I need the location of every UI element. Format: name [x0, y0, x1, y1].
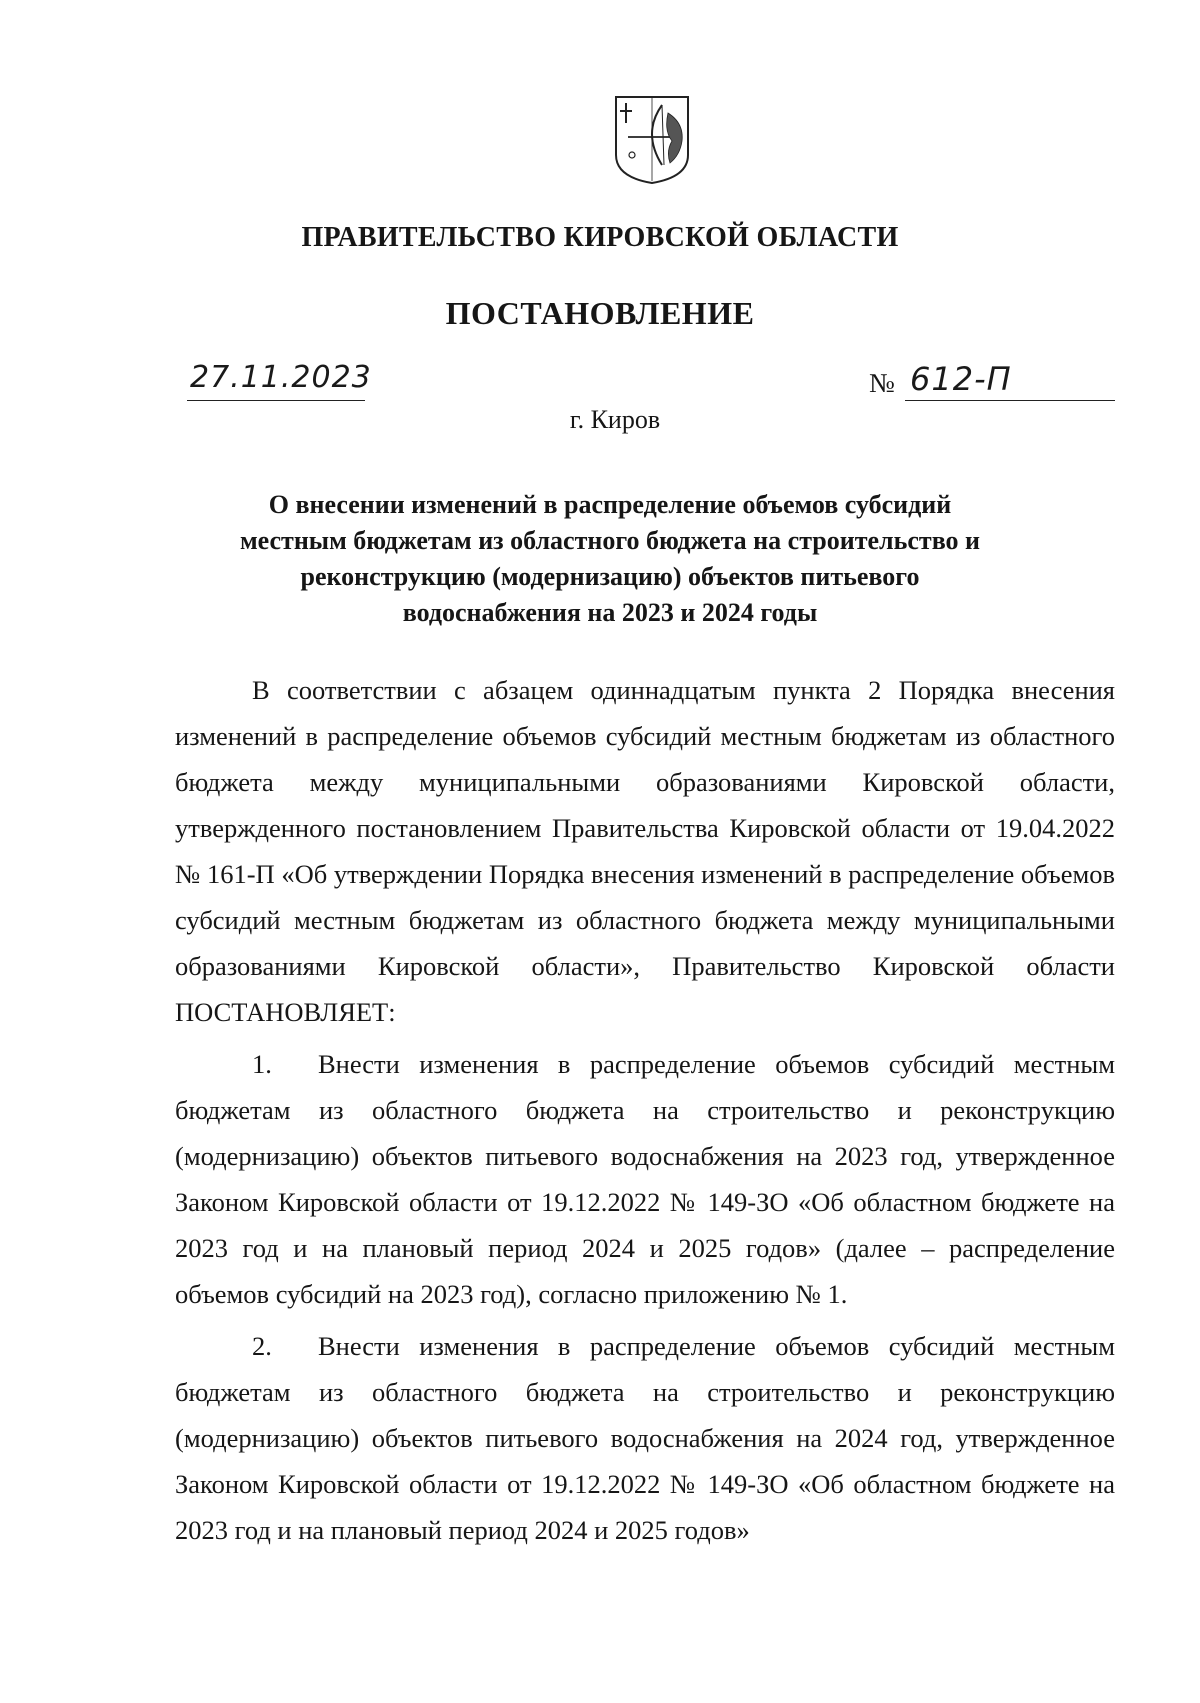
kirov-region-coat-of-arms-icon	[612, 93, 692, 187]
item-number: 1.	[252, 1049, 272, 1079]
document-type-title: ПОСТАНОВЛЕНИЕ	[445, 295, 755, 331]
item-text: Внести изменения в распределение объемов субсидий местным бюджетам из областного бюджета на строительство и реконструкцию (модернизацию) объектов питьевого водоснабжения на 2023 год, утвержденное Законом Кировской области от 19.12.2022 № 149-ЗО «Об областном бюджете на 2023 год и на плановый период 2024 и 2025 годов» (далее – распределение объемов субсидий на 2023 год), согласно приложению № 1.	[175, 1049, 1115, 1309]
document-body	[175, 667, 1115, 1553]
document-date: 27.11.2023	[190, 360, 372, 395]
list-item	[175, 1041, 1115, 1317]
organization-title: ПРАВИТЕЛЬСТВО КИРОВСКОЙ ОБЛАСТИ	[301, 222, 899, 253]
document-city: г. Киров	[569, 405, 661, 434]
document-number: 612-П	[910, 360, 1012, 398]
number-sign: №	[869, 368, 895, 398]
item-text: Внести изменения в распределение объемов субсидий местным бюджетам из областного бюджета на строительство и реконструкцию (модернизацию) объектов питьевого водоснабжения на 2024 год, утвержденное Законом Кировской области от 19.12.2022 № 149-ЗО «Об областном бюджете на 2023 год и на плановый период 2024 и 2025 годов»	[175, 1331, 1115, 1545]
preamble-paragraph: В соответствии с абзацем одиннадцатым пункта 2 Порядка внесения изменений в распределение объемов субсидий местным бюджетам из областного бюджета между муниципальными образованиями Кировской области, утвержденного постановлением Правительства Кировской области от 19.04.2022 № 161-П «Об утверждении Порядка внесения изменений в распределение объемов субсидий местным бюджетам из областного бюджета между муниципальными образованиями Кировской области», Правительство Кировской области ПОСТАНОВЛЯЕТ:	[175, 675, 1115, 1027]
list-item	[175, 1323, 1115, 1553]
document-subject: О внесении изменений в распределение объемов субсидий местным бюджетам из областного бюджета на строительство и реконструкцию (модернизацию) объектов питьевого водоснабжения на 2023 и 2024 годы	[239, 490, 981, 627]
item-number: 2.	[252, 1331, 272, 1361]
